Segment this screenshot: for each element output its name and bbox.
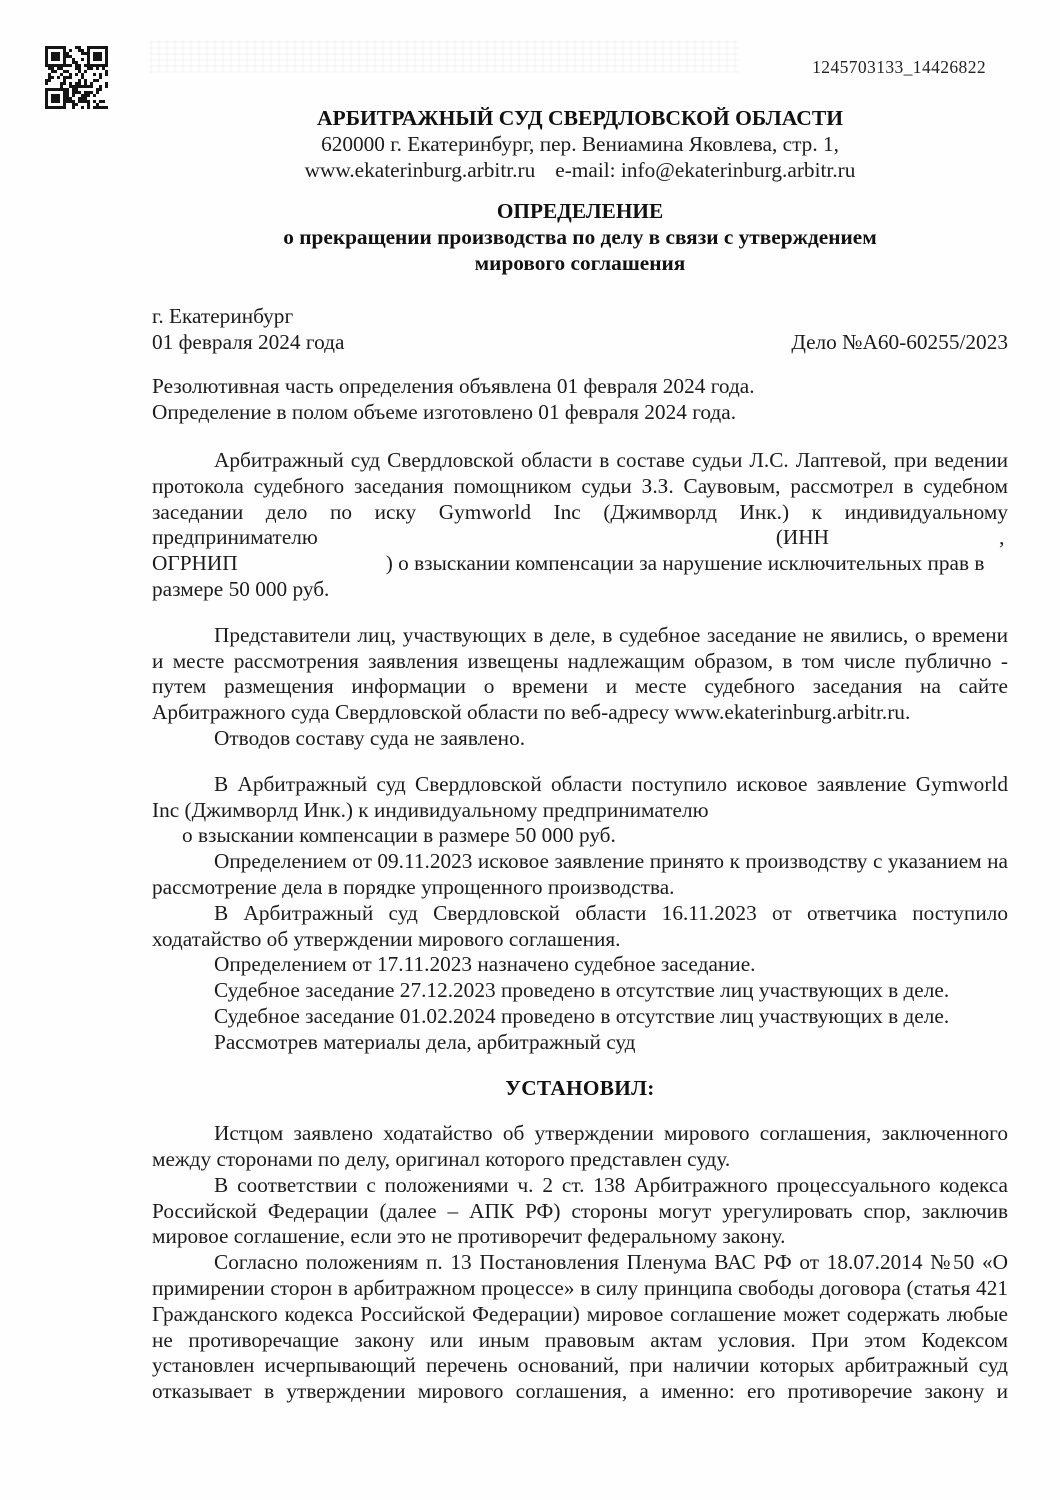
announcement-block bbox=[152, 374, 1008, 426]
text-segment: ОГРНИП bbox=[152, 551, 238, 576]
paragraph bbox=[152, 623, 1008, 726]
resolutive-part-line: Резолютивная часть определения объявлена 01 февраля 2024 года. bbox=[152, 374, 755, 399]
email-label: e-mail: bbox=[555, 157, 616, 182]
paragraph bbox=[152, 1121, 1008, 1173]
text-segment: предпринимателю bbox=[152, 525, 318, 550]
paragraph bbox=[152, 849, 1008, 901]
court-contacts bbox=[152, 158, 1008, 184]
full-text-line: Определение в полом объеме изготовлено 01 февраля 2024 года. bbox=[152, 400, 737, 425]
case-number: Дело №А60-60255/2023 bbox=[791, 329, 1008, 354]
paragraph bbox=[152, 448, 1008, 525]
text-segment: В Арбитражный суд Свердловской области поступило исковое заявление Gymworld Inc (Джимворлд Инк.) к индивидуальному предпринимателю bbox=[152, 771, 1008, 822]
paragraph bbox=[152, 1030, 1008, 1056]
text-segment: Судебное заседание 27.12.2023 проведено в отсутствие лиц участвующих в деле. bbox=[214, 978, 950, 1003]
date-case-row bbox=[152, 330, 1008, 356]
paragraph bbox=[152, 1173, 1008, 1250]
section-heading bbox=[152, 1076, 1008, 1102]
text-segment: Рассмотрев материалы дела, арбитражный суд bbox=[214, 1029, 636, 1054]
document-subtitle-line-1: о прекращении производства по делу в связи с утверждением bbox=[283, 225, 877, 250]
paragraph bbox=[152, 952, 1008, 978]
case-meta-block bbox=[152, 304, 1008, 356]
text-segment: В Арбитражный суд Свердловской области 16.11.2023 от ответчика поступило ходатайство об утверждении мирового соглашения. bbox=[152, 900, 1008, 951]
paragraph bbox=[152, 726, 1008, 752]
document-subtitle-line-2: мирового соглашения bbox=[474, 250, 686, 275]
text-segment: В соответствии с положениями ч. 2 ст. 138 Арбитражного процессуального кодекса Российской Федерации (далее – АПК РФ) стороны могут урегулировать спор, заключив мировое соглашение, если это не противоречит федеральному закону. bbox=[152, 1172, 1008, 1249]
court-website: www.ekaterinburg.arbitr.ru bbox=[304, 157, 536, 182]
court-name: АРБИТРАЖНЫЙ СУД СВЕРДЛОВСКОЙ ОБЛАСТИ bbox=[316, 106, 844, 130]
document-content bbox=[152, 0, 1008, 1405]
qr-code-icon bbox=[45, 46, 108, 109]
paragraph bbox=[152, 901, 1008, 953]
document-body bbox=[152, 448, 1008, 1405]
text-segment: (ИНН bbox=[775, 525, 830, 550]
paragraph bbox=[152, 772, 1008, 824]
document-title-block bbox=[152, 199, 1008, 276]
text-segment: Отводов составу суда не заявлено. bbox=[214, 725, 526, 750]
city-line: г. Екатеринбург bbox=[152, 303, 294, 328]
paragraph bbox=[152, 577, 1008, 603]
decision-date: 01 февраля 2024 года bbox=[152, 329, 345, 354]
court-email: info@ekaterinburg.arbitr.ru bbox=[620, 157, 856, 182]
text-segment: , bbox=[999, 525, 1005, 550]
court-address: 620000 г. Екатеринбург, пер. Вениамина Яковлева, стр. 1, bbox=[321, 131, 839, 156]
paragraph bbox=[152, 978, 1008, 1004]
text-segment: размере 50 000 руб. bbox=[152, 576, 330, 601]
text-segment: Арбитражный суд Свердловской области в составе судьи Л.С. Лаптевой, при ведении протокола судебного заседания помощником судьи З.З. Саувовым, рассмотрел в судебном заседании дело по иску Gymworld Inc (Джимворлд Инк.) к индивидуальному bbox=[152, 447, 1008, 524]
paragraph bbox=[152, 551, 1008, 577]
paragraph bbox=[152, 1250, 1008, 1405]
text-segment: о взыскании компенсации в размере 50 000 руб. bbox=[182, 823, 616, 848]
paragraph bbox=[152, 1004, 1008, 1030]
text-segment: УСТАНОВИЛ: bbox=[505, 1075, 655, 1100]
paragraph bbox=[152, 525, 1008, 551]
text-segment: Согласно положениям п. 13 Постановления Пленума ВАС РФ от 18.07.2014 №50 «О примирении сторон в арбитражном процессе» в силу принципа свободы договора (статья 421 Гражданского кодекса Российской Федерации) мировое соглашение может содержать любые не противоречащие закону или иным правовым актам условия. При этом Кодексом установлен исчерпывающий перечень оснований, при наличии которых арбитражный суд отказывает в утверждении мирового соглашения, а именно: его противоречие закону и bbox=[152, 1250, 1008, 1404]
text-segment: Представители лиц, участвующих в деле, в судебное заседание не явились, о времени и месте рассмотрения заявления извещены надлежащим образом, в том числе публично - путем размещения информации о времени и месте судебного заседания на сайте Арбитражного суда Свердловской области по веб-адресу www.ekaterinburg.arbitr.ru. bbox=[152, 622, 1008, 725]
paragraph bbox=[152, 823, 1008, 849]
text-segment: ) о взыскании компенсации за нарушение исключительных прав в bbox=[385, 551, 985, 576]
document-type-title: ОПРЕДЕЛЕНИЕ bbox=[496, 199, 664, 224]
document-registry-number: 1245703133_14426822 bbox=[812, 57, 986, 77]
text-segment: Определением от 17.11.2023 назначено судебное заседание. bbox=[214, 952, 756, 977]
text-segment: Определением от 09.11.2023 исковое заявление принято к производству с указанием на рассмотрение дела в порядке упрощенного производства. bbox=[152, 849, 1008, 899]
text-segment: Истцом заявлено ходатайство об утверждении мирового соглашения, заключенного между сторонами по делу, оригинал которого представлен суду. bbox=[152, 1121, 1008, 1172]
court-header bbox=[152, 106, 1008, 183]
text-segment: Судебное заседание 01.02.2024 проведено в отсутствие лиц участвующих в деле. bbox=[214, 1003, 950, 1028]
